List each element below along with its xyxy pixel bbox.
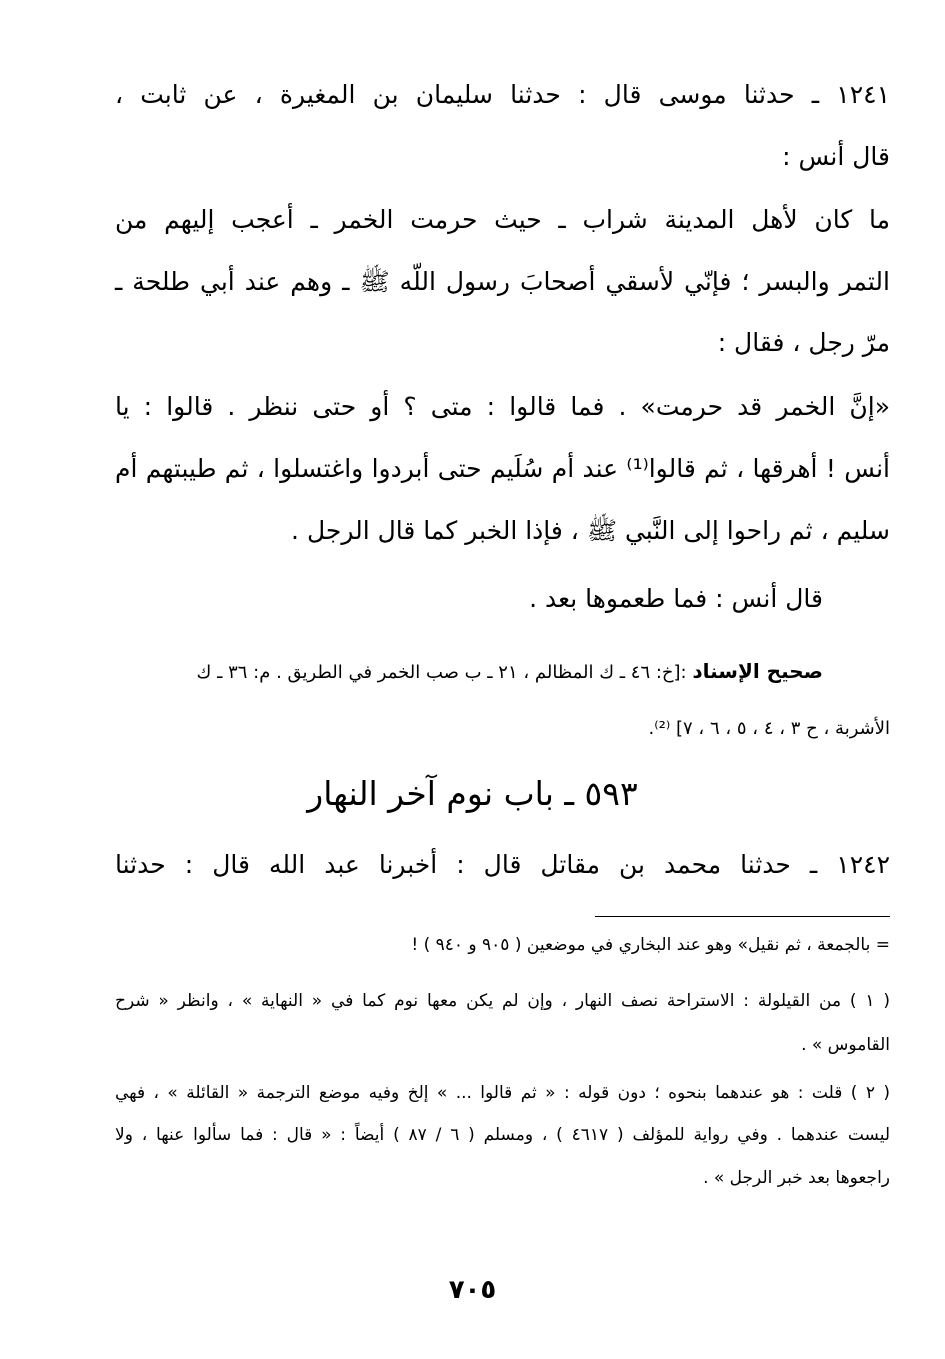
hadith-1241-line-3: ما كان لأهل المدينة شراب ـ حيث حرمت الخمر ـ أعجب إليهم من [115,205,890,234]
source-line-2: الأشربة ، ح ٣ ، ٤ ، ٥ ، ٦ ، ٧] ⁽²⁾. [648,718,890,739]
hadith-1241-line-8: سليم ، ثم راحوا إلى النَّبي ﷺ ، فإذا الخبر كما قال الرجل . [291,516,890,545]
hadith-1241-line-1: ١٢٤١ ـ حدثنا موسى قال : حدثنا سليمان بن المغيرة ، عن ثابت ، [115,80,890,109]
hadith-1241-line-2: قال أنس : [782,142,890,171]
page-number: ٧٠٥ [448,1275,497,1305]
footnote-2-line-3: راجعوها بعد خبر الرجل » . [703,1168,890,1188]
footnote-continuation: = بالجمعة ، ثم نقيل» وهو عند البخاري في موضعين ( ٩٠٥ و ٩٤٠ ) ! [411,935,890,955]
source-reference: :[خ: ٤٦ ـ ك المظالم ، ٢١ ـ ب صب الخمر في الطريق . م: ٣٦ ـ ك [196,662,687,683]
footnote-1-line-2: القاموس » . [801,1035,890,1055]
footnote-divider [595,916,890,917]
hadith-1241-line-4: التمر والبسر ؛ فإنّي لأسقي أصحابَ رسول اللّه ﷺ ـ وهم عند أبي طلحة ـ [115,267,890,296]
grading-label: صحيح الإسناد [692,659,823,683]
source-line-1 [197,658,823,686]
hadith-1241-line-5: مرّ رجل ، فقال : [717,328,890,357]
hadith-1241-line-7: أنس ! أهرقها ، ثم قالوا⁽¹⁾ عند أم سُلَيم حتى أبردوا واغتسلوا ، ثم طيبتهم أم [115,454,890,483]
footnote-1-line-1: ( ١ ) من القيلولة : الاستراحة نصف النهار ، وإن لم يكن معها نوم كما في « النهاية » ، وانظر « شرح [115,991,890,1011]
hadith-1242-line-1: ١٢٤٢ ـ حدثنا محمد بن مقاتل قال : أخبرنا عبد الله قال : حدثنا [115,850,890,879]
footnote-2-line-2: ليست عندهما . وفي رواية للمؤلف ( ٤٦١٧ ) ، ومسلم ( ٦ / ٨٧ ) أيضاً : « قال : فما سألوا عنها ، ولا [115,1125,891,1145]
chapter-heading: ٥٩٣ ـ باب نوم آخر النهار [307,774,638,813]
hadith-1241-line-9: قال أنس : فما طعموها بعد . [529,584,823,613]
footnote-2-line-1: ( ٢ ) قلت : هو عندهما بنحوه ؛ دون قوله : « ثم قالوا ... » إلخ وفيه موضع الترجمة « القائلة » ، فهي [115,1083,890,1103]
hadith-1241-line-6: «إنَّ الخمر قد حرمت» . فما قالوا : متى ؟ أو حتى ننظر . قالوا : يا [115,392,890,421]
